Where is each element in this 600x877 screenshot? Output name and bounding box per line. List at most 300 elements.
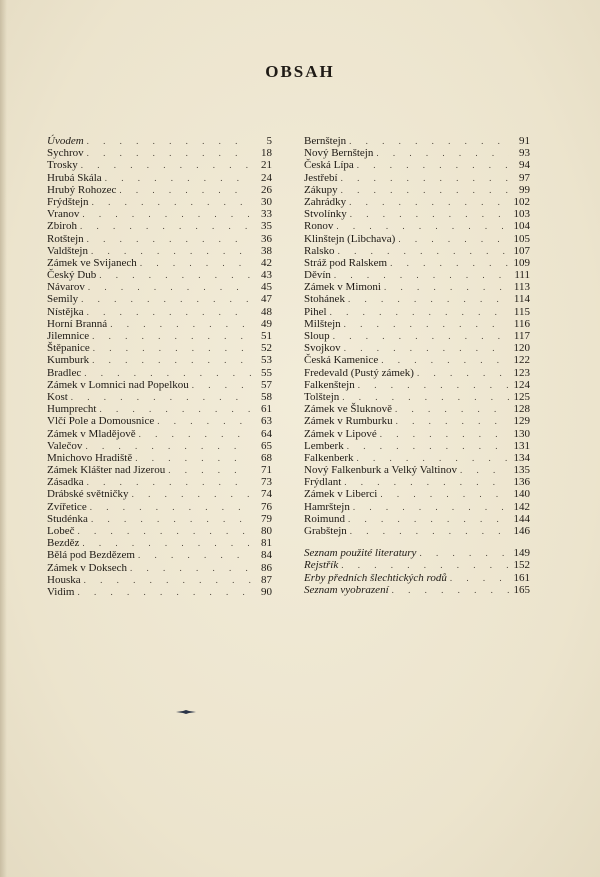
toc-entry-title: Zámek v Doksech xyxy=(47,561,128,574)
toc-entry-page-number: 125 xyxy=(513,390,530,403)
toc-entry-title: Zbiroh xyxy=(47,220,77,233)
toc-entry xyxy=(304,476,530,488)
toc-entry xyxy=(47,391,272,403)
toc-entry-page-number: 84 xyxy=(261,549,272,562)
dot-leader xyxy=(77,586,251,598)
toc-entry xyxy=(47,562,272,574)
toc-entry-page-number: 87 xyxy=(261,573,272,586)
dot-leader xyxy=(84,574,251,586)
toc-entry-page-number: 105 xyxy=(513,232,530,245)
dot-leader xyxy=(341,184,509,196)
toc-entry xyxy=(47,281,272,293)
toc-entry-title: Zámek v Lomnici nad Popelkou xyxy=(47,378,189,391)
toc-entry-title: Humprecht xyxy=(47,403,97,416)
toc-entry-title: Frýdštejn xyxy=(47,195,89,208)
toc-entry xyxy=(47,464,272,476)
toc-entry-title: Trosky xyxy=(47,159,78,172)
toc-entry-page-number: 18 xyxy=(261,147,272,160)
toc-entry-title: Lobeč xyxy=(47,525,75,537)
toc-entry-title: Frýdlant xyxy=(304,476,342,489)
dot-leader xyxy=(341,559,509,571)
toc-entry-title: Erby předních šlechtických rodů xyxy=(304,571,447,584)
toc-entry-title: Štěpanice xyxy=(47,342,90,355)
toc-entry-page-number: 65 xyxy=(261,439,272,452)
toc-entry-title: Nový Falkenburk a Velký Valtinov xyxy=(304,464,457,477)
toc-entry-title: Stráž pod Ralskem xyxy=(304,256,388,269)
toc-entry-page-number: 123 xyxy=(513,366,530,379)
toc-entry xyxy=(304,525,530,537)
toc-entry-title: Jestřebí xyxy=(304,171,338,184)
dot-leader xyxy=(380,428,509,440)
dot-leader xyxy=(132,488,251,500)
dot-leader xyxy=(341,172,509,184)
toc-entry-title: Zámek v Mimoni xyxy=(304,281,381,294)
toc-entry-title: Děvín xyxy=(304,269,331,282)
dot-leader xyxy=(342,391,509,403)
toc-entry-page-number: 128 xyxy=(513,403,530,416)
toc-entry-page-number: 71 xyxy=(261,464,272,477)
toc-entry xyxy=(304,233,530,245)
toc-entry xyxy=(47,269,272,281)
toc-entry xyxy=(304,584,530,596)
toc-entry-page-number: 104 xyxy=(513,220,530,233)
toc-entry xyxy=(47,440,272,452)
toc-entry xyxy=(47,184,272,196)
dot-leader xyxy=(396,415,509,427)
dot-leader xyxy=(82,537,251,549)
toc-entry-page-number: 26 xyxy=(261,183,272,196)
toc-entry-title: Roimund xyxy=(304,512,345,525)
toc-entry-page-number: 152 xyxy=(513,559,530,572)
toc-entry-title: Seznam použité literatury xyxy=(304,547,417,560)
dot-leader xyxy=(92,196,251,208)
toc-entry xyxy=(304,354,530,366)
toc-entry xyxy=(304,464,530,476)
dot-leader xyxy=(395,403,509,415)
toc-entry-title: Vidim xyxy=(47,585,75,598)
toc-entry-title: Nístějka xyxy=(47,305,84,318)
toc-entry-page-number: 80 xyxy=(261,525,272,537)
toc-entry xyxy=(47,574,272,586)
toc-entry-page-number: 131 xyxy=(513,439,530,452)
toc-entry xyxy=(304,147,530,159)
dot-leader xyxy=(87,233,251,245)
toc-entry-title: Mnichovo Hradiště xyxy=(47,451,133,464)
toc-entry-title: Jilemnice xyxy=(47,330,90,342)
dot-leader xyxy=(460,464,509,476)
toc-entry-title: Hamrštejn xyxy=(304,500,350,513)
toc-entry-title: Valečov xyxy=(47,439,83,452)
toc-entry-page-number: 43 xyxy=(261,269,272,282)
dot-leader xyxy=(334,269,509,281)
toc-entry-page-number: 61 xyxy=(261,403,272,416)
toc-entry xyxy=(304,208,530,220)
toc-entry-title: Zahrádky xyxy=(304,195,347,208)
toc-entry-page-number: 90 xyxy=(261,585,272,598)
toc-entry xyxy=(304,135,530,147)
toc-entry-page-number: 64 xyxy=(261,427,272,440)
toc-entry-title: Bernštejn xyxy=(304,135,347,147)
toc-entry-page-number: 47 xyxy=(261,293,272,306)
toc-entry-title: Vlčí Pole a Domousnice xyxy=(47,415,155,428)
toc-entry-page-number: 93 xyxy=(519,147,530,160)
toc-entry-page-number: 68 xyxy=(261,451,272,464)
toc-entry xyxy=(304,501,530,513)
toc-entry-page-number: 97 xyxy=(519,171,530,184)
toc-entry xyxy=(304,391,530,403)
dot-leader xyxy=(87,135,251,147)
toc-entry-page-number: 45 xyxy=(261,281,272,294)
toc-entry xyxy=(47,135,272,147)
toc-entry-title: Zámek ve Svijanech xyxy=(47,256,137,269)
toc-entry xyxy=(47,379,272,391)
toc-entry xyxy=(47,354,272,366)
toc-entry-page-number: 116 xyxy=(513,317,530,330)
dot-leader xyxy=(140,257,251,269)
toc-entry xyxy=(304,559,530,571)
toc-entry-page-number: 122 xyxy=(513,354,530,367)
dot-leader xyxy=(330,306,509,318)
dot-leader xyxy=(138,549,251,561)
toc-entry-title: Grabštejn xyxy=(304,525,347,537)
toc-entry-page-number: 35 xyxy=(261,220,272,233)
toc-entry-title: Drábské světničky xyxy=(47,488,129,501)
dot-leader xyxy=(77,525,251,537)
toc-entry-title: Milštejn xyxy=(304,317,341,330)
toc-entry xyxy=(47,488,272,500)
toc-entry xyxy=(47,586,272,598)
toc-entry xyxy=(47,476,272,488)
dot-leader xyxy=(130,562,251,574)
ink-smudge-mark xyxy=(175,709,197,715)
dot-leader xyxy=(349,135,509,147)
toc-entry-title: Česká Lípa xyxy=(304,159,354,172)
toc-entry xyxy=(304,184,530,196)
toc-entry-title: Falkenštejn xyxy=(304,378,355,391)
toc-entry-page-number: 63 xyxy=(261,415,272,428)
toc-entry xyxy=(47,233,272,245)
toc-entry xyxy=(304,293,530,305)
toc-entry-title: Zvířetice xyxy=(47,500,87,513)
dot-leader xyxy=(353,501,509,513)
toc-entry-title: Kumburk xyxy=(47,354,90,367)
toc-entry xyxy=(304,513,530,525)
toc-entry-page-number: 113 xyxy=(513,281,530,294)
toc-left-column xyxy=(47,135,272,598)
toc-entry-title: Pihel xyxy=(304,305,327,318)
toc-entry-page-number: 58 xyxy=(261,390,272,403)
toc-entry xyxy=(47,549,272,561)
toc-entry-title: Bezděz xyxy=(47,537,80,550)
toc-entry xyxy=(304,330,530,342)
dot-leader xyxy=(348,293,509,305)
toc-right-column xyxy=(304,135,530,596)
toc-entry xyxy=(304,269,530,281)
toc-entry-title: Vranov xyxy=(47,208,80,221)
toc-entry-title: Nový Bernštejn xyxy=(304,147,374,160)
toc-entry xyxy=(47,342,272,354)
toc-entry-page-number: 144 xyxy=(513,512,530,525)
toc-entry xyxy=(47,367,272,379)
toc-entry-page-number: 142 xyxy=(513,500,530,513)
toc-entry-page-number: 30 xyxy=(261,195,272,208)
toc-entry-page-number: 73 xyxy=(261,476,272,489)
toc-entry-title: Klinštejn (Libchava) xyxy=(304,232,396,245)
toc-entry xyxy=(47,452,272,464)
toc-entry-title: Kost xyxy=(47,390,68,403)
dot-leader xyxy=(81,159,251,171)
toc-entry xyxy=(304,379,530,391)
dot-leader xyxy=(105,172,251,184)
toc-entry-page-number: 94 xyxy=(519,159,530,172)
toc-entry-title: Seznam vyobrazení xyxy=(304,583,389,596)
dot-leader xyxy=(139,428,251,440)
toc-entry-page-number: 115 xyxy=(513,305,530,318)
dot-leader xyxy=(338,245,509,257)
toc-entry-title: Česká Kamenice xyxy=(304,354,379,367)
toc-entry xyxy=(47,172,272,184)
toc-entry xyxy=(304,257,530,269)
toc-entry-page-number: 81 xyxy=(261,537,272,550)
toc-entry xyxy=(304,367,530,379)
dot-leader xyxy=(92,330,251,342)
dot-leader xyxy=(419,547,509,559)
toc-entry-page-number: 36 xyxy=(261,232,272,245)
toc-entry-page-number: 55 xyxy=(261,366,272,379)
dot-leader xyxy=(376,147,509,159)
toc-entry-page-number: 134 xyxy=(513,451,530,464)
toc-entry-title: Zámek Klášter nad Jizerou xyxy=(47,464,166,477)
toc-entry-page-number: 165 xyxy=(513,583,530,596)
toc-entry-title: Bradlec xyxy=(47,366,82,379)
toc-entry-title: Zámek v Rumburku xyxy=(304,415,393,428)
dot-leader xyxy=(87,147,251,159)
toc-entry-title: Semily xyxy=(47,293,79,306)
dot-leader xyxy=(91,245,251,257)
dot-leader xyxy=(92,354,251,366)
dot-leader xyxy=(344,342,509,354)
toc-entry-page-number: 91 xyxy=(519,135,530,147)
toc-entry-page-number: 124 xyxy=(513,378,530,391)
toc-entry-title: Studénka xyxy=(47,512,88,525)
toc-entry-page-number: 74 xyxy=(261,488,272,501)
toc-entry-title: Stohánek xyxy=(304,293,345,306)
toc-entry-page-number: 5 xyxy=(266,135,272,147)
toc-entry-title: Svojkov xyxy=(304,342,341,355)
dot-leader xyxy=(348,513,509,525)
toc-entry-title: Ronov xyxy=(304,220,334,233)
dot-leader xyxy=(350,208,509,220)
dot-leader xyxy=(336,220,509,232)
toc-entry xyxy=(304,342,530,354)
toc-entry-page-number: 86 xyxy=(261,561,272,574)
dot-leader xyxy=(71,391,251,403)
toc-entry-title: Sloup xyxy=(304,330,330,342)
toc-entry xyxy=(47,306,272,318)
toc-entry xyxy=(304,547,530,559)
toc-entry-title: Ralsko xyxy=(304,244,335,257)
toc-entry-page-number: 42 xyxy=(261,256,272,269)
toc-entry-page-number: 24 xyxy=(261,171,272,184)
toc-entry xyxy=(47,415,272,427)
toc-entry-page-number: 120 xyxy=(513,342,530,355)
toc-entry-page-number: 114 xyxy=(513,293,530,306)
toc-entry-title: Stvolínky xyxy=(304,208,347,221)
toc-entry-page-number: 146 xyxy=(513,525,530,537)
toc-entry-title: Sychrov xyxy=(47,147,84,160)
toc-entry-page-number: 109 xyxy=(513,256,530,269)
toc-entry-title: Hrubá Skála xyxy=(47,171,102,184)
toc-entry-page-number: 135 xyxy=(513,464,530,477)
toc-entry-page-number: 129 xyxy=(513,415,530,428)
toc-entry xyxy=(47,537,272,549)
toc-entry-title: Zámek v Liberci xyxy=(304,488,378,501)
section-gap xyxy=(304,537,530,547)
toc-entry xyxy=(304,281,530,293)
toc-entry-page-number: 53 xyxy=(261,354,272,367)
toc-entry-title: Český Dub xyxy=(47,269,97,282)
dot-leader xyxy=(450,572,509,584)
toc-entry-title: Úvodem xyxy=(47,135,84,147)
dot-leader xyxy=(344,476,509,488)
toc-entry xyxy=(304,403,530,415)
dot-leader xyxy=(358,379,509,391)
dot-leader xyxy=(99,269,251,281)
toc-entry-title: Zásadka xyxy=(47,476,84,489)
dot-leader xyxy=(347,440,509,452)
toc-entry-page-number: 102 xyxy=(513,195,530,208)
toc-entry-title: Falkenberk xyxy=(304,451,354,464)
toc-entry-title: Horní Branná xyxy=(47,317,108,330)
toc-entry-title: Zámek v Lipové xyxy=(304,427,377,440)
toc-entry-page-number: 76 xyxy=(261,500,272,513)
dot-leader xyxy=(333,330,509,342)
toc-entry-title: Zákupy xyxy=(304,183,338,196)
dot-leader xyxy=(381,354,509,366)
dot-leader xyxy=(350,525,509,537)
toc-entry xyxy=(304,488,530,500)
dot-leader xyxy=(88,281,251,293)
toc-entry-page-number: 49 xyxy=(261,317,272,330)
toc-entry-page-number: 33 xyxy=(261,208,272,221)
dot-leader xyxy=(398,233,509,245)
dot-leader xyxy=(85,440,251,452)
dot-leader xyxy=(168,464,251,476)
toc-entry-page-number: 149 xyxy=(513,547,530,560)
dot-leader xyxy=(390,257,509,269)
toc-entry-page-number: 99 xyxy=(519,183,530,196)
dot-leader xyxy=(157,415,251,427)
toc-entry-title: Rotštejn xyxy=(47,232,84,245)
toc-entry-page-number: 140 xyxy=(513,488,530,501)
toc-entry-title: Hrubý Rohozec xyxy=(47,183,117,196)
toc-entry xyxy=(304,440,530,452)
toc-entry xyxy=(304,572,530,584)
toc-entry xyxy=(47,428,272,440)
dot-leader xyxy=(87,306,251,318)
toc-entry xyxy=(47,159,272,171)
toc-entry xyxy=(47,501,272,513)
dot-leader xyxy=(87,476,251,488)
dot-leader xyxy=(84,367,251,379)
toc-entry-page-number: 38 xyxy=(261,244,272,257)
dot-leader xyxy=(110,318,251,330)
toc-entry-page-number: 136 xyxy=(513,476,530,489)
toc-entry-title: Fredevald (Pustý zámek) xyxy=(304,366,414,379)
toc-entry-title: Bělá pod Bezdězem xyxy=(47,549,135,562)
toc-entry xyxy=(47,257,272,269)
toc-entry xyxy=(304,196,530,208)
toc-entry xyxy=(304,172,530,184)
toc-entry xyxy=(304,318,530,330)
dot-leader xyxy=(135,452,251,464)
toc-entry-page-number: 48 xyxy=(261,305,272,318)
page-edge-shadow xyxy=(0,0,7,877)
toc-entry xyxy=(304,428,530,440)
page-title: OBSAH xyxy=(265,62,335,81)
toc-entry xyxy=(47,513,272,525)
toc-entry xyxy=(304,245,530,257)
toc-entry-title: Lemberk xyxy=(304,439,344,452)
toc-entry-page-number: 130 xyxy=(513,427,530,440)
toc-entry-page-number: 107 xyxy=(513,244,530,257)
toc-entry xyxy=(47,330,272,342)
dot-leader xyxy=(82,208,251,220)
toc-entry-page-number: 117 xyxy=(513,330,530,342)
dot-leader xyxy=(119,184,251,196)
toc-entry xyxy=(304,220,530,232)
toc-entry xyxy=(47,318,272,330)
dot-leader xyxy=(384,281,509,293)
toc-entry-title: Zámek ve Šluknově xyxy=(304,403,392,416)
dot-leader xyxy=(93,342,251,354)
dot-leader xyxy=(357,159,509,171)
toc-entry xyxy=(47,525,272,537)
toc-entry xyxy=(47,403,272,415)
dot-leader xyxy=(349,196,509,208)
dot-leader xyxy=(392,584,509,596)
toc-entry-page-number: 79 xyxy=(261,512,272,525)
dot-leader xyxy=(380,488,509,500)
toc-entry-title: Valdštejn xyxy=(47,244,88,257)
dot-leader xyxy=(192,379,251,391)
toc-entry-page-number: 103 xyxy=(513,208,530,221)
toc-entry xyxy=(47,245,272,257)
dot-leader xyxy=(344,318,509,330)
toc-entry xyxy=(304,415,530,427)
toc-entry-page-number: 51 xyxy=(261,330,272,342)
dot-leader xyxy=(80,220,251,232)
toc-entry xyxy=(47,208,272,220)
toc-entry xyxy=(47,220,272,232)
toc-entry xyxy=(304,306,530,318)
toc-entry xyxy=(47,196,272,208)
toc-entry-page-number: 111 xyxy=(514,269,530,282)
dot-leader xyxy=(99,403,251,415)
toc-entry-title: Návarov xyxy=(47,281,85,294)
toc-entry xyxy=(47,147,272,159)
toc-entry-title: Zámek v Mladějově xyxy=(47,427,136,440)
toc-entry xyxy=(304,452,530,464)
toc-entry-title: Tolštejn xyxy=(304,390,340,403)
dot-leader xyxy=(417,367,509,379)
toc-entry-title: Rejstřík xyxy=(304,559,339,572)
toc-entry-title: Houska xyxy=(47,573,81,586)
toc-entry-page-number: 21 xyxy=(261,159,272,172)
toc-entry-page-number: 57 xyxy=(261,378,272,391)
dot-leader xyxy=(356,452,509,464)
dot-leader xyxy=(91,513,251,525)
